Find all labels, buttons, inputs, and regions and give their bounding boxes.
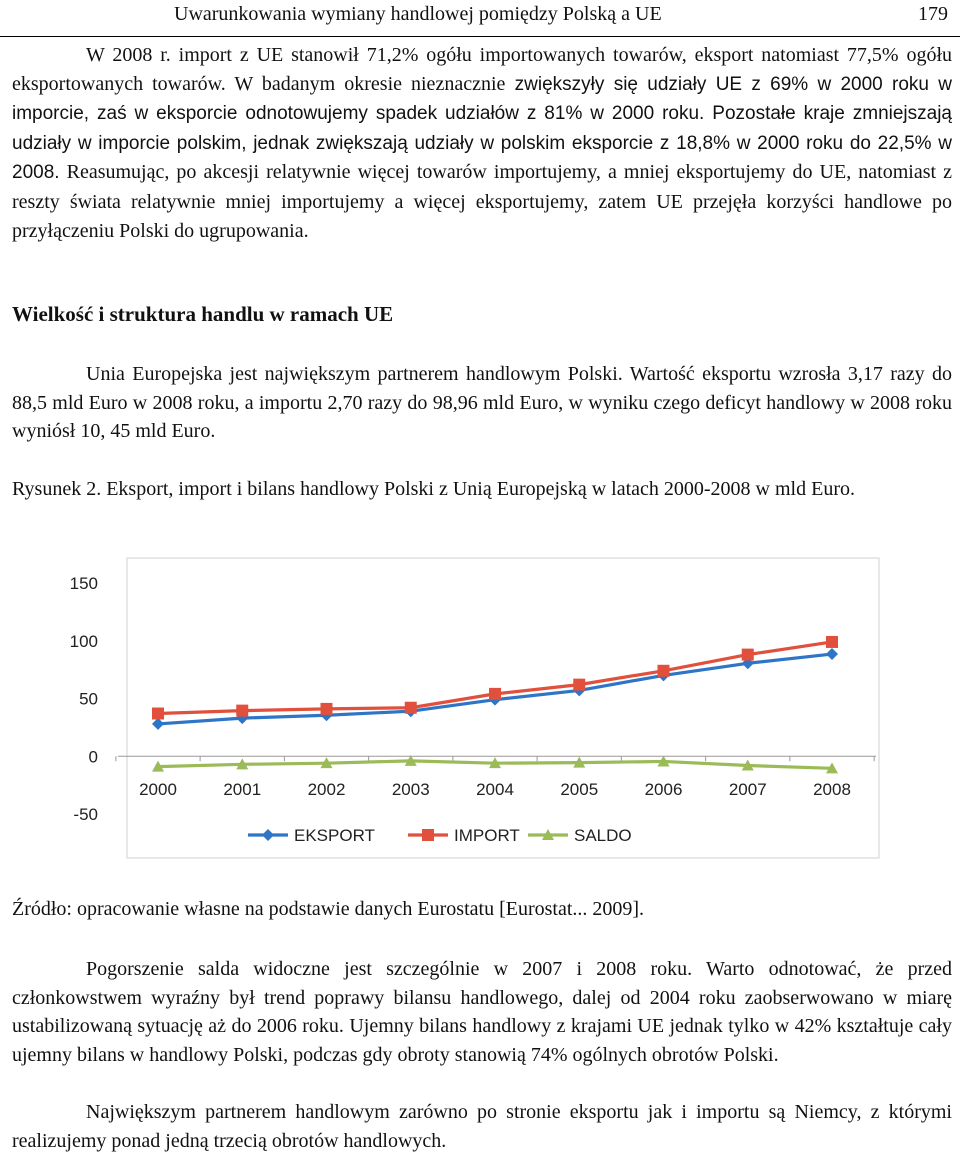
data-point-import bbox=[489, 688, 501, 700]
y-tick-label: 50 bbox=[79, 689, 98, 709]
x-tick-label: 2002 bbox=[307, 780, 346, 799]
y-axis-labels bbox=[70, 574, 98, 824]
intro-text-b: Reasumując, po akcesji relatywnie więcej towarów importujemy, a mniej eksportujemy do UE, natomiast z reszty świata relatywnie mniej importujemy a więcej eksportujemy, zatem UE przejęła korzyści handlowe po przyłączeniu Polski do ugrupowania. bbox=[12, 161, 952, 242]
x-tick-label: 2005 bbox=[560, 780, 599, 799]
data-point-import bbox=[321, 703, 333, 715]
figure-source: Źródło: opracowanie własne na podstawie danych Eurostatu [Eurostat... 2009]. bbox=[12, 898, 645, 920]
data-point-import bbox=[658, 665, 670, 677]
running-head-title: Uwarunkowania wymiany handlowej pomiędzy Polską a UE bbox=[174, 3, 662, 25]
x-tick-label: 2000 bbox=[139, 780, 177, 799]
closing-paragraph-2: Największym partnerem handlowym zarówno po stronie eksportu jak i importu są Niemcy, z którymi realizujemy ponad jedną trzecią obrotów handlowych. bbox=[12, 1101, 952, 1152]
legend-swatch-marker bbox=[422, 829, 434, 841]
figure-caption: Rysunek 2. Eksport, import i bilans handlowy Polski z Unią Europejską w latach 2000-2008 w mld Euro. bbox=[12, 478, 855, 500]
x-axis-labels bbox=[139, 780, 851, 799]
legend-label: SALDO bbox=[574, 826, 632, 845]
y-tick-label: -50 bbox=[73, 805, 98, 824]
intro-text-a: W 2008 r. import z UE stanowił 71,2% ogółu importowanych towarów, eksport natomiast 77,5% ogółu eksportowanych towarów. W badanym okresie nieznacznie bbox=[12, 44, 952, 95]
x-tick-label: 2003 bbox=[391, 780, 430, 799]
x-tick-label: 2007 bbox=[728, 780, 767, 799]
x-tick-label: 2001 bbox=[223, 780, 262, 799]
legend-label: EKSPORT bbox=[294, 826, 375, 845]
data-point-import bbox=[826, 636, 838, 648]
x-tick-label: 2006 bbox=[644, 780, 683, 799]
y-tick-label: 100 bbox=[69, 631, 98, 651]
data-point-import bbox=[152, 708, 164, 720]
section-paragraph: Unia Europejska jest największym partnerem handlowym Polski. Wartość eksportu wzrosła 3,17 razy do 88,5 mld Euro w 2008 roku, a importu 2,70 razy do 98,96 mld Euro, w wyniku czego deficyt handlowy w 2008 roku wyniósł 10, 45 mld Euro. bbox=[12, 363, 952, 443]
data-point-import bbox=[405, 702, 417, 714]
x-tick-label: 2008 bbox=[813, 780, 851, 799]
y-tick-label: 0 bbox=[88, 747, 98, 767]
legend-label: IMPORT bbox=[454, 826, 520, 845]
data-point-import bbox=[573, 679, 585, 691]
x-tick-label: 2004 bbox=[476, 780, 514, 799]
y-tick-label: 150 bbox=[69, 574, 98, 593]
section-heading: Wielkość i struktura handlu w ramach UE bbox=[12, 302, 394, 326]
data-point-import bbox=[236, 705, 248, 717]
data-point-import bbox=[742, 649, 754, 661]
intro-text-sans: zwiększyły się udziały UE z 69% w 2000 roku w imporcie, zaś w eksporcie odnotowujemy spadek udziałów z 81% w 2000 roku. Pozostałe kraje zmniejszają udziały w imporcie polskim, jednak zwiększają udziały w polskim eksporcie z 18,8% w 2000 roku do 22,5% w 2008. bbox=[12, 73, 952, 184]
closing-paragraph-1: Pogorszenie salda widoczne jest szczególnie w 2007 i 2008 roku. Warto odnotować, że przed członkowstwem wyraźny był trend poprawy bilansu handlowego, dalej od 2004 roku zaobserwowano w miarę ustabilizowaną sytuację aż do 2006 roku. Ujemny bilans handlowy z krajami UE jednak tylko w 42% kształtuje cały ujemny bilans w handlowy Polski, podczas gdy obroty stanowią 74% ogólnych obrotów Polski. bbox=[12, 958, 952, 1066]
page-number: 179 bbox=[918, 3, 948, 25]
